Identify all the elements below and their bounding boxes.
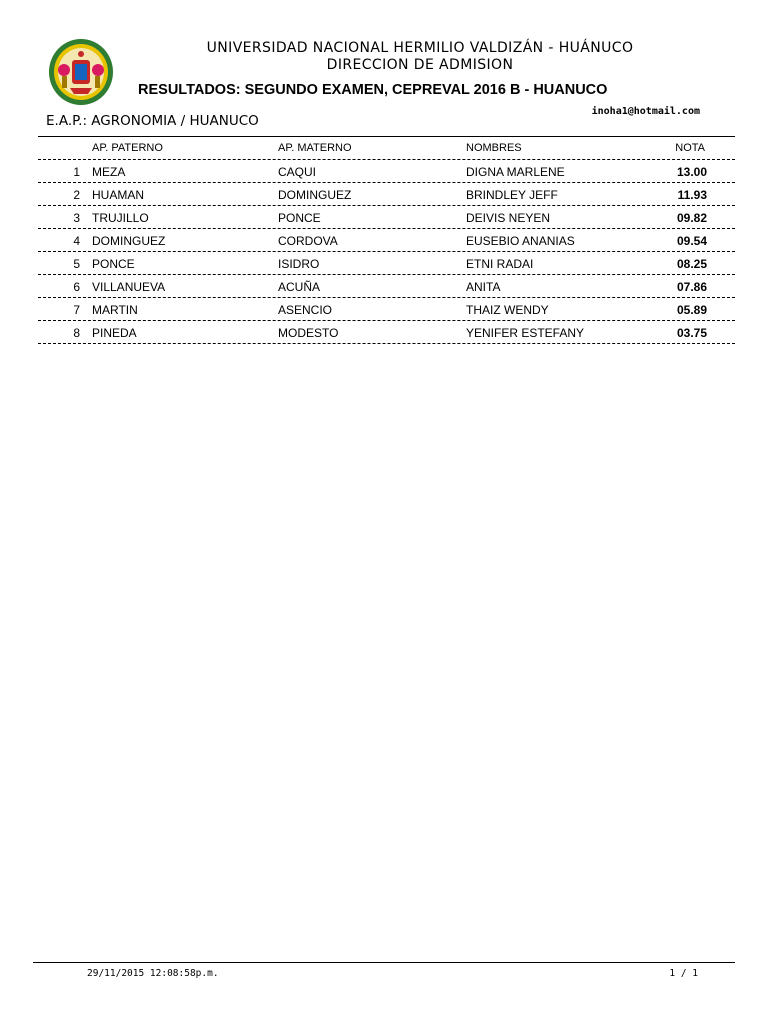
apellido-materno: ISIDRO [278, 257, 320, 271]
table-row [38, 229, 735, 252]
apellido-paterno: MARTIN [92, 303, 138, 317]
nombres: DIGNA MARLENE [466, 165, 565, 179]
apellido-materno: ASENCIO [278, 303, 333, 317]
apellido-paterno: TRUJILLO [92, 211, 149, 225]
table-header-row [38, 137, 735, 160]
row-number: 5 [73, 257, 80, 271]
nombres: YENIFER ESTEFANY [466, 326, 585, 340]
eap-label: E.A.P.: AGRONOMIA / HUANUCO [46, 113, 259, 129]
university-seal-icon [48, 38, 114, 106]
nota: 09.54 [676, 234, 707, 248]
row-number: 3 [73, 211, 80, 225]
apellido-paterno: PONCE [92, 257, 135, 271]
nombres: BRINDLEY JEFF [466, 188, 558, 202]
page-number: 1 / 1 [669, 968, 698, 979]
results-title: RESULTADOS: SEGUNDO EXAMEN, CEPREVAL 2016 B - HUANUCO [138, 82, 608, 98]
nota: 05.89 [676, 303, 707, 317]
table-row [38, 183, 735, 206]
apellido-paterno: MEZA [92, 165, 126, 179]
table-row [38, 160, 735, 183]
nota: 09.82 [676, 211, 707, 225]
row-number: 1 [73, 165, 80, 179]
apellido-materno: MODESTO [278, 326, 339, 340]
apellido-paterno: HUAMAN [92, 188, 145, 202]
row-number: 4 [73, 234, 80, 248]
nombres: ETNI RADAI [466, 257, 534, 271]
nota: 07.86 [676, 280, 707, 294]
department-name: DIRECCION DE ADMISION [326, 57, 514, 73]
column-header-nombres: NOMBRES [466, 142, 522, 154]
column-header-nota: NOTA [675, 142, 705, 154]
table-row [38, 206, 735, 229]
apellido-materno: PONCE [278, 211, 321, 225]
column-header-materno: AP. MATERNO [278, 142, 352, 154]
nota: 03.75 [676, 326, 707, 340]
apellido-paterno: VILLANUEVA [92, 280, 166, 294]
row-number: 8 [73, 326, 80, 340]
apellido-paterno: DOMINGUEZ [92, 234, 166, 248]
table-row [38, 298, 735, 321]
apellido-paterno: PINEDA [92, 326, 137, 340]
row-number: 6 [73, 280, 80, 294]
nombres: EUSEBIO ANANIAS [466, 234, 575, 248]
university-name: UNIVERSIDAD NACIONAL HERMILIO VALDIZÁN - HUÁNUCO [206, 40, 634, 56]
table-row [38, 321, 735, 344]
footer-rule [33, 962, 735, 963]
apellido-materno: ACUÑA [278, 280, 321, 294]
nota: 13.00 [676, 165, 707, 179]
apellido-materno: CAQUI [278, 165, 317, 179]
nota: 08.25 [676, 257, 707, 271]
apellido-materno: CORDOVA [278, 234, 338, 248]
footer-datetime: 29/11/2015 12:08:58p.m. [87, 968, 219, 979]
nota: 11.93 [677, 188, 707, 202]
table-row [38, 275, 735, 298]
row-number: 2 [73, 188, 80, 202]
column-header-paterno: AP. PATERNO [92, 142, 163, 154]
row-number: 7 [73, 303, 80, 317]
nombres: DEIVIS NEYEN [466, 211, 551, 225]
apellido-materno: DOMINGUEZ [278, 188, 352, 202]
results-table [38, 137, 735, 344]
nombres: ANITA [466, 280, 501, 294]
nombres: THAIZ WENDY [466, 303, 549, 317]
table-row [38, 252, 735, 275]
contact-email: inoha1@hotmail.com [591, 106, 700, 117]
